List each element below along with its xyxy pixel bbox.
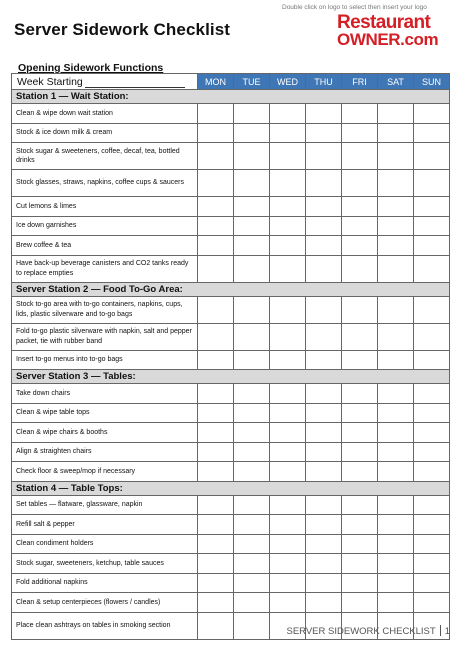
check-cell-wed[interactable] [270, 143, 306, 170]
page-footer [286, 625, 450, 637]
check-cell-tue[interactable] [234, 403, 270, 423]
task-label: Clean condiment holders [12, 534, 198, 554]
check-cell-mon[interactable] [198, 573, 234, 593]
checklist-table [11, 73, 450, 640]
check-cell-tue[interactable] [234, 442, 270, 462]
check-cell-sat[interactable] [378, 236, 414, 256]
check-cell-sun[interactable] [414, 236, 450, 256]
check-cell-fri[interactable] [342, 495, 378, 515]
logo-line-2: OWNER.com [337, 30, 439, 49]
task-label: Align & straighten chairs [12, 442, 198, 462]
check-cell-thu[interactable] [306, 573, 342, 593]
check-cell-thu[interactable] [306, 350, 342, 370]
page-title: Server Sidework Checklist [14, 20, 231, 39]
check-cell-fri[interactable] [342, 515, 378, 535]
check-cell-fri[interactable] [342, 462, 378, 482]
check-cell-fri[interactable] [342, 554, 378, 574]
check-cell-sun[interactable] [414, 442, 450, 462]
day-header-sun: SUN [414, 74, 450, 90]
check-cell-sun[interactable] [414, 573, 450, 593]
task-label: Fold to-go plastic silverware with napkin, salt and pepper packet, tie with rubber band [12, 323, 198, 350]
station-title: Station 1 — Wait Station: [12, 90, 450, 104]
check-cell-sun[interactable] [414, 515, 450, 535]
check-cell-sat[interactable] [378, 123, 414, 143]
check-cell-sun[interactable] [414, 323, 450, 350]
check-cell-tue[interactable] [234, 573, 270, 593]
check-cell-sat[interactable] [378, 197, 414, 217]
check-cell-thu[interactable] [306, 593, 342, 613]
check-cell-mon[interactable] [198, 143, 234, 170]
task-label: Clean & setup centerpieces (flowers / candles) [12, 593, 198, 613]
check-cell-thu[interactable] [306, 403, 342, 423]
task-label: Cut lemons & limes [12, 197, 198, 217]
task-row [12, 197, 450, 217]
check-cell-tue[interactable] [234, 323, 270, 350]
check-cell-mon[interactable] [198, 296, 234, 323]
check-cell-mon[interactable] [198, 255, 234, 282]
task-row [12, 384, 450, 404]
week-starting-label: Week Starting [17, 75, 83, 88]
check-cell-fri[interactable] [342, 143, 378, 170]
check-cell-mon[interactable] [198, 403, 234, 423]
check-cell-thu[interactable] [306, 104, 342, 124]
check-cell-mon[interactable] [198, 534, 234, 554]
check-cell-fri[interactable] [342, 384, 378, 404]
check-cell-tue[interactable] [234, 296, 270, 323]
check-cell-thu[interactable] [306, 554, 342, 574]
section-heading: Opening Sidework Functions [18, 62, 164, 74]
check-cell-sat[interactable] [378, 216, 414, 236]
check-cell-wed[interactable] [270, 495, 306, 515]
check-cell-thu[interactable] [306, 442, 342, 462]
check-cell-wed[interactable] [270, 442, 306, 462]
week-starting-cell[interactable] [12, 74, 198, 90]
task-row [12, 323, 450, 350]
check-cell-wed[interactable] [270, 104, 306, 124]
station-header-row [12, 90, 450, 104]
footer-divider [440, 625, 441, 636]
task-row [12, 593, 450, 613]
check-cell-wed[interactable] [270, 462, 306, 482]
check-cell-fri[interactable] [342, 350, 378, 370]
check-cell-thu[interactable] [306, 495, 342, 515]
day-header-wed: WED [270, 74, 306, 90]
check-cell-mon[interactable] [198, 442, 234, 462]
check-cell-sun[interactable] [414, 554, 450, 574]
check-cell-fri[interactable] [342, 104, 378, 124]
check-cell-sun[interactable] [414, 593, 450, 613]
station-header-row [12, 282, 450, 296]
check-cell-wed[interactable] [270, 384, 306, 404]
check-cell-wed[interactable] [270, 593, 306, 613]
check-cell-tue[interactable] [234, 462, 270, 482]
day-header-sat: SAT [378, 74, 414, 90]
check-cell-wed[interactable] [270, 573, 306, 593]
task-row [12, 495, 450, 515]
check-cell-mon[interactable] [198, 462, 234, 482]
check-cell-sun[interactable] [414, 170, 450, 197]
check-cell-sat[interactable] [378, 255, 414, 282]
check-cell-sat[interactable] [378, 462, 414, 482]
check-cell-thu[interactable] [306, 197, 342, 217]
check-cell-mon[interactable] [198, 495, 234, 515]
task-label: Take down chairs [12, 384, 198, 404]
check-cell-mon[interactable] [198, 197, 234, 217]
check-cell-sat[interactable] [378, 515, 414, 535]
task-label: Brew coffee & tea [12, 236, 198, 256]
check-cell-thu[interactable] [306, 170, 342, 197]
check-cell-wed[interactable] [270, 255, 306, 282]
day-header-thu: THU [306, 74, 342, 90]
task-row [12, 123, 450, 143]
check-cell-tue[interactable] [234, 534, 270, 554]
check-cell-mon[interactable] [198, 384, 234, 404]
station-title: Station 4 — Table Tops: [12, 481, 450, 495]
check-cell-tue[interactable] [234, 236, 270, 256]
check-cell-sat[interactable] [378, 350, 414, 370]
check-cell-thu[interactable] [306, 423, 342, 443]
check-cell-fri[interactable] [342, 197, 378, 217]
check-cell-wed[interactable] [270, 170, 306, 197]
task-row [12, 296, 450, 323]
task-label: Clean & wipe chairs & booths [12, 423, 198, 443]
day-header-tue: TUE [234, 74, 270, 90]
check-cell-tue[interactable] [234, 197, 270, 217]
check-cell-sat[interactable] [378, 384, 414, 404]
station-title: Server Station 2 — Food To-Go Area: [12, 282, 450, 296]
check-cell-sat[interactable] [378, 495, 414, 515]
task-row [12, 104, 450, 124]
check-cell-wed[interactable] [270, 296, 306, 323]
check-cell-wed[interactable] [270, 236, 306, 256]
check-cell-tue[interactable] [234, 384, 270, 404]
station-title: Server Station 3 — Tables: [12, 370, 450, 384]
task-row [12, 573, 450, 593]
check-cell-wed[interactable] [270, 197, 306, 217]
check-cell-tue[interactable] [234, 143, 270, 170]
week-row [12, 74, 450, 90]
check-cell-wed[interactable] [270, 515, 306, 535]
check-cell-sun[interactable] [414, 197, 450, 217]
task-label: Clean & wipe down wait station [12, 104, 198, 124]
task-label: Refill salt & pepper [12, 515, 198, 535]
check-cell-mon[interactable] [198, 515, 234, 535]
task-label: Stock & ice down milk & cream [12, 123, 198, 143]
check-cell-mon[interactable] [198, 423, 234, 443]
task-row [12, 462, 450, 482]
task-row [12, 442, 450, 462]
check-cell-mon[interactable] [198, 170, 234, 197]
check-cell-sun[interactable] [414, 216, 450, 236]
check-cell-mon[interactable] [198, 236, 234, 256]
task-row [12, 255, 450, 282]
check-cell-thu[interactable] [306, 462, 342, 482]
check-cell-sat[interactable] [378, 423, 414, 443]
week-starting-line[interactable] [85, 78, 185, 88]
check-cell-sat[interactable] [378, 403, 414, 423]
check-cell-sat[interactable] [378, 593, 414, 613]
task-row [12, 143, 450, 170]
task-row [12, 515, 450, 535]
check-cell-sun[interactable] [414, 423, 450, 443]
check-cell-thu[interactable] [306, 143, 342, 170]
check-cell-fri[interactable] [342, 296, 378, 323]
task-row [12, 423, 450, 443]
check-cell-sun[interactable] [414, 534, 450, 554]
check-cell-wed[interactable] [270, 216, 306, 236]
logo-line-1: Restaurant [337, 12, 431, 33]
check-cell-mon[interactable] [198, 216, 234, 236]
check-cell-sun[interactable] [414, 296, 450, 323]
check-cell-wed[interactable] [270, 554, 306, 574]
day-header-fri: FRI [342, 74, 378, 90]
task-label: Check floor & sweep/mop if necessary [12, 462, 198, 482]
check-cell-thu[interactable] [306, 216, 342, 236]
check-cell-mon[interactable] [198, 612, 234, 639]
check-cell-wed[interactable] [270, 350, 306, 370]
footer-label: SERVER SIDEWORK CHECKLIST [286, 626, 436, 637]
task-row [12, 350, 450, 370]
check-cell-sun[interactable] [414, 462, 450, 482]
task-label: Insert to-go menus into to-go bags [12, 350, 198, 370]
check-cell-fri[interactable] [342, 534, 378, 554]
task-label: Ice down garnishes [12, 216, 198, 236]
check-cell-fri[interactable] [342, 323, 378, 350]
task-row [12, 170, 450, 197]
check-cell-wed[interactable] [270, 534, 306, 554]
check-cell-thu[interactable] [306, 515, 342, 535]
task-label: Place clean ashtrays on tables in smoking section [12, 612, 198, 639]
check-cell-thu[interactable] [306, 296, 342, 323]
task-label: Set tables — flatware, glassware, napkin [12, 495, 198, 515]
check-cell-sat[interactable] [378, 534, 414, 554]
check-cell-sat[interactable] [378, 296, 414, 323]
check-cell-fri[interactable] [342, 442, 378, 462]
check-cell-sat[interactable] [378, 573, 414, 593]
day-header-mon: MON [198, 74, 234, 90]
check-cell-wed[interactable] [270, 123, 306, 143]
task-row [12, 534, 450, 554]
check-cell-tue[interactable] [234, 612, 270, 639]
check-cell-tue[interactable] [234, 104, 270, 124]
task-label: Have back-up beverage canisters and CO2 tanks ready to replace empties [12, 255, 198, 282]
task-row [12, 554, 450, 574]
check-cell-tue[interactable] [234, 554, 270, 574]
task-row [12, 216, 450, 236]
check-cell-thu[interactable] [306, 384, 342, 404]
check-cell-wed[interactable] [270, 403, 306, 423]
task-label: Stock sugar & sweeteners, coffee, decaf, tea, bottled drinks [12, 143, 198, 170]
check-cell-fri[interactable] [342, 216, 378, 236]
check-cell-thu[interactable] [306, 236, 342, 256]
check-cell-tue[interactable] [234, 170, 270, 197]
check-cell-thu[interactable] [306, 255, 342, 282]
check-cell-tue[interactable] [234, 495, 270, 515]
check-cell-sun[interactable] [414, 104, 450, 124]
check-cell-fri[interactable] [342, 403, 378, 423]
check-cell-fri[interactable] [342, 593, 378, 613]
check-cell-sun[interactable] [414, 143, 450, 170]
check-cell-sat[interactable] [378, 170, 414, 197]
check-cell-sun[interactable] [414, 350, 450, 370]
check-cell-tue[interactable] [234, 593, 270, 613]
check-cell-mon[interactable] [198, 554, 234, 574]
check-cell-fri[interactable] [342, 123, 378, 143]
check-cell-tue[interactable] [234, 123, 270, 143]
check-cell-tue[interactable] [234, 350, 270, 370]
check-cell-fri[interactable] [342, 255, 378, 282]
check-cell-wed[interactable] [270, 423, 306, 443]
check-cell-mon[interactable] [198, 323, 234, 350]
check-cell-sat[interactable] [378, 554, 414, 574]
check-cell-thu[interactable] [306, 323, 342, 350]
check-cell-sun[interactable] [414, 123, 450, 143]
check-cell-sun[interactable] [414, 403, 450, 423]
check-cell-sat[interactable] [378, 143, 414, 170]
task-label: Stock to-go area with to-go containers, napkins, cups, lids, plastic silverware and to-go bags [12, 296, 198, 323]
logo[interactable] [337, 13, 449, 48]
logo-hint: Double click on logo to select then insert your logo [282, 4, 427, 11]
check-cell-tue[interactable] [234, 423, 270, 443]
check-cell-mon[interactable] [198, 123, 234, 143]
check-cell-wed[interactable] [270, 323, 306, 350]
check-cell-fri[interactable] [342, 423, 378, 443]
check-cell-mon[interactable] [198, 350, 234, 370]
task-row [12, 403, 450, 423]
check-cell-sat[interactable] [378, 104, 414, 124]
station-header-row [12, 481, 450, 495]
check-cell-fri[interactable] [342, 236, 378, 256]
footer-page-number: 1 [444, 626, 450, 637]
task-label: Clean & wipe table tops [12, 403, 198, 423]
check-cell-thu[interactable] [306, 123, 342, 143]
task-row [12, 236, 450, 256]
check-cell-thu[interactable] [306, 534, 342, 554]
check-cell-mon[interactable] [198, 104, 234, 124]
task-label: Fold additional napkins [12, 573, 198, 593]
check-cell-tue[interactable] [234, 515, 270, 535]
station-header-row [12, 370, 450, 384]
check-cell-sun[interactable] [414, 495, 450, 515]
check-cell-tue[interactable] [234, 216, 270, 236]
check-cell-sun[interactable] [414, 384, 450, 404]
task-label: Stock sugar, sweeteners, ketchup, table sauces [12, 554, 198, 574]
check-cell-fri[interactable] [342, 573, 378, 593]
check-cell-sun[interactable] [414, 255, 450, 282]
task-label: Stock glasses, straws, napkins, coffee cups & saucers [12, 170, 198, 197]
check-cell-sat[interactable] [378, 323, 414, 350]
check-cell-mon[interactable] [198, 593, 234, 613]
check-cell-tue[interactable] [234, 255, 270, 282]
check-cell-sat[interactable] [378, 442, 414, 462]
check-cell-fri[interactable] [342, 170, 378, 197]
